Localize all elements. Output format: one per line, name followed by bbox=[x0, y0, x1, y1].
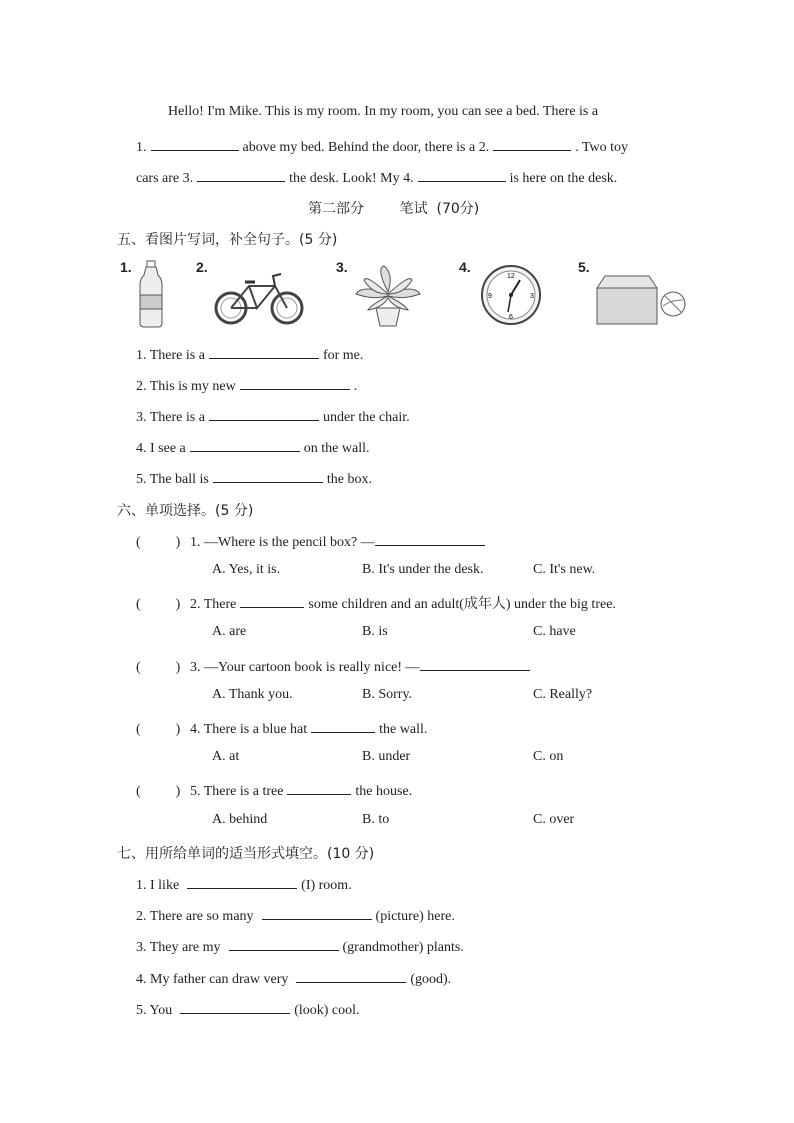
section-7-title: 七、用所给单词的适当形式填空。(10 分) bbox=[117, 846, 375, 862]
passage-text: is here on the desk. bbox=[509, 171, 618, 186]
item-text: 2. There are so many bbox=[136, 909, 254, 924]
pic-number-4: 4. bbox=[459, 259, 471, 275]
passage-line-3 bbox=[136, 167, 617, 187]
section-7-item-1 bbox=[136, 874, 352, 894]
item-text: 3. There is a bbox=[136, 410, 205, 425]
section-7-item-4 bbox=[136, 968, 451, 988]
section-5-item-2 bbox=[136, 375, 357, 395]
answer-blank[interactable] bbox=[190, 437, 300, 452]
section-5-title: 五、看图片写词，补全句子。(5 分) bbox=[117, 232, 338, 248]
item-text: 4. I see a bbox=[136, 441, 186, 456]
svg-text:12: 12 bbox=[507, 273, 515, 280]
blank-3[interactable] bbox=[197, 167, 285, 182]
section-5-item-5 bbox=[136, 468, 372, 488]
question-5 bbox=[136, 780, 412, 800]
passage-line-1: Hello! I'm Mike. This is my room. In my room, you can see a bed. There is a bbox=[168, 104, 599, 119]
item-text: . bbox=[353, 379, 358, 394]
item-text: 3. They are my bbox=[136, 940, 221, 955]
item-text: (picture) here. bbox=[375, 909, 455, 924]
answer-blank[interactable] bbox=[375, 531, 485, 546]
answer-blank[interactable] bbox=[209, 344, 319, 359]
answer-paren[interactable]: ( ) bbox=[136, 722, 181, 737]
section-5-item-3 bbox=[136, 406, 410, 426]
option-4b: B. under bbox=[362, 749, 411, 764]
section-6-title: 六、单项选择。(5 分) bbox=[117, 503, 254, 519]
item-text: 1. I like bbox=[136, 878, 180, 893]
question-text: 2. There bbox=[190, 597, 237, 612]
blank-4[interactable] bbox=[418, 167, 506, 182]
answer-paren[interactable]: ( ) bbox=[136, 784, 181, 799]
item-text: (look) cool. bbox=[294, 1003, 360, 1018]
pic-number-3: 3. bbox=[336, 259, 348, 275]
option-1a: A. Yes, it is. bbox=[212, 562, 281, 577]
answer-blank[interactable] bbox=[229, 936, 339, 951]
item-text: (good). bbox=[410, 972, 452, 987]
question-4 bbox=[136, 718, 427, 738]
option-5a: A. behind bbox=[212, 812, 268, 827]
answer-blank[interactable] bbox=[213, 468, 323, 483]
question-text: 5. There is a tree bbox=[190, 784, 284, 799]
pic-number-5: 5. bbox=[578, 259, 590, 275]
passage-text: cars are 3. bbox=[136, 171, 194, 186]
answer-blank[interactable] bbox=[287, 780, 351, 795]
part-title: 第二部分 笔试 (70分) bbox=[308, 201, 480, 217]
option-2c: C. have bbox=[533, 624, 576, 639]
question-text: the house. bbox=[355, 784, 413, 799]
answer-blank[interactable] bbox=[180, 999, 290, 1014]
blank-label-1: 1. bbox=[136, 140, 147, 155]
answer-blank[interactable] bbox=[240, 375, 350, 390]
answer-blank[interactable] bbox=[209, 406, 319, 421]
clock-icon bbox=[480, 264, 542, 326]
svg-text:9: 9 bbox=[488, 293, 492, 300]
item-text: under the chair. bbox=[322, 410, 410, 425]
section-7-item-2 bbox=[136, 905, 455, 925]
passage-text: . Two toy bbox=[575, 140, 629, 155]
question-text: some children and an adult(成年人) under the big tree. bbox=[308, 597, 616, 612]
pic-number-2: 2. bbox=[196, 259, 208, 275]
item-text: (grandmother) plants. bbox=[342, 940, 464, 955]
option-5b: B. to bbox=[362, 812, 390, 827]
answer-blank[interactable] bbox=[240, 593, 304, 608]
item-text: 5. You bbox=[136, 1003, 173, 1018]
question-3 bbox=[136, 656, 534, 676]
pic-number-1: 1. bbox=[120, 259, 132, 275]
item-text: for me. bbox=[322, 348, 364, 363]
box-and-ball-icon bbox=[595, 274, 689, 326]
blank-2[interactable] bbox=[493, 136, 571, 151]
answer-blank[interactable] bbox=[311, 718, 375, 733]
answer-blank[interactable] bbox=[420, 656, 530, 671]
option-5c: C. over bbox=[533, 812, 575, 827]
item-text: (I) room. bbox=[301, 878, 352, 893]
answer-paren[interactable]: ( ) bbox=[136, 660, 181, 675]
option-1b: B. It's under the desk. bbox=[362, 562, 484, 577]
item-text: 5. The ball is bbox=[136, 472, 209, 487]
bicycle-icon bbox=[213, 270, 305, 326]
option-2b: B. is bbox=[362, 624, 388, 639]
bottle-icon bbox=[136, 259, 166, 329]
plant-icon bbox=[352, 264, 424, 328]
option-3a: A. Thank you. bbox=[212, 687, 293, 702]
passage-text: above my bed. Behind the door, there is a 2. bbox=[242, 140, 490, 155]
item-text: 1. There is a bbox=[136, 348, 205, 363]
item-text: on the wall. bbox=[303, 441, 370, 456]
section-5-item-4 bbox=[136, 437, 369, 457]
section-5-item-1 bbox=[136, 344, 363, 364]
item-text: the box. bbox=[326, 472, 372, 487]
question-text: the wall. bbox=[379, 722, 428, 737]
section-7-item-5 bbox=[136, 999, 360, 1019]
option-2a: A. are bbox=[212, 624, 247, 639]
option-3b: B. Sorry. bbox=[362, 687, 413, 702]
question-text: 3. —Your cartoon book is really nice! — bbox=[190, 660, 420, 675]
passage-text: the desk. Look! My 4. bbox=[289, 171, 414, 186]
question-2 bbox=[136, 593, 616, 613]
option-1c: C. It's new. bbox=[533, 562, 596, 577]
passage-line-2 bbox=[136, 136, 628, 156]
answer-paren[interactable]: ( ) bbox=[136, 535, 181, 550]
svg-text:3: 3 bbox=[530, 293, 534, 300]
answer-paren[interactable]: ( ) bbox=[136, 597, 181, 612]
answer-blank[interactable] bbox=[296, 968, 406, 983]
option-3c: C. Really? bbox=[533, 687, 593, 702]
blank-1[interactable] bbox=[151, 136, 239, 151]
option-4c: C. on bbox=[533, 749, 564, 764]
answer-blank[interactable] bbox=[187, 874, 297, 889]
item-text: 4. My father can draw very bbox=[136, 972, 289, 987]
question-text: 4. There is a blue hat bbox=[190, 722, 308, 737]
question-1 bbox=[136, 531, 489, 551]
question-text: 1. —Where is the pencil box? — bbox=[190, 535, 375, 550]
item-text: 2. This is my new bbox=[136, 379, 236, 394]
answer-blank[interactable] bbox=[262, 905, 372, 920]
option-4a: A. at bbox=[212, 749, 240, 764]
svg-text:6: 6 bbox=[509, 314, 513, 321]
section-7-item-3 bbox=[136, 936, 464, 956]
